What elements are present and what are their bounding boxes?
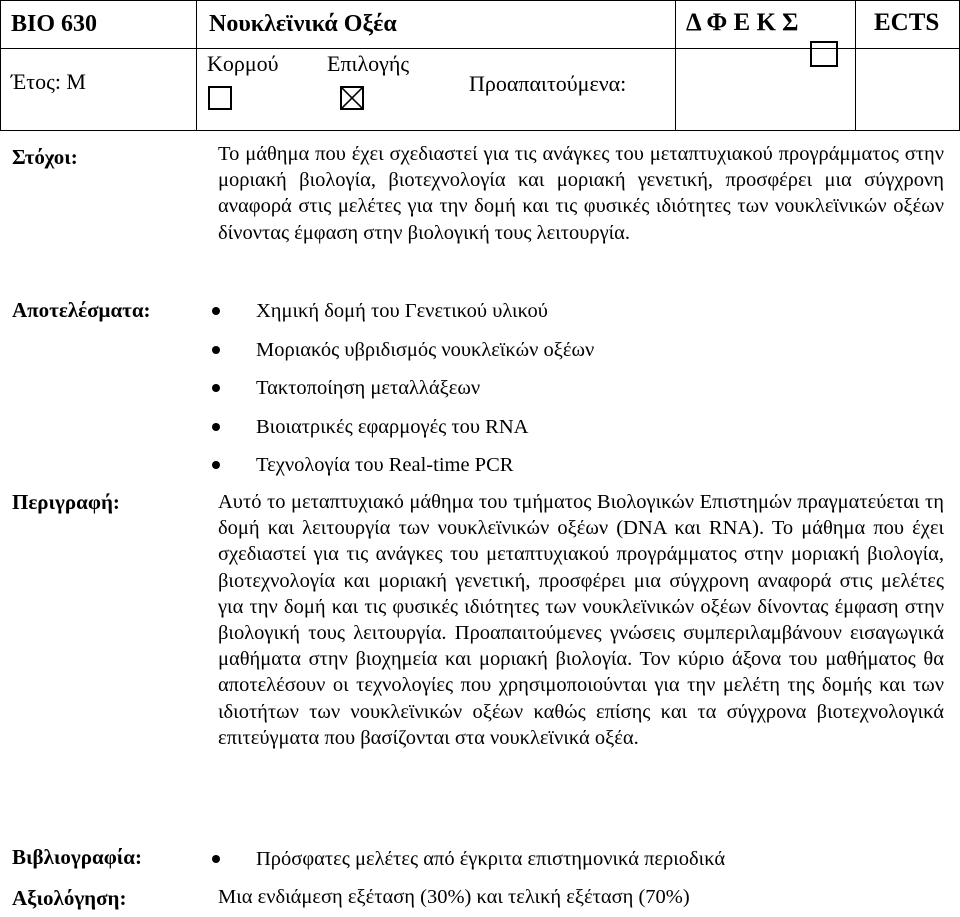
ects-cell xyxy=(856,1,960,49)
ects-label: ECTS xyxy=(874,9,940,36)
description-text: Αυτό το μεταπτυχιακό μάθημα του τμήματος Βιολογικών Επιστημών πραγματεύεται τη δομή και λειτουργία των νουκλεϊνικών οξέων (DNA και RNA). Το μάθημα που έχει σχεδιαστεί για τις ανάγκες του μεταπτυχιακού προγράμματος στην μοριακή βιολογία, βιοτεχνολογία και μοριακή γενετική, προσφέρει μια σύγχρονη αναφορά στις μελέτες για την δομή και τις φυσικές ιδιότητες των νουκλεϊνικών οξέων δίνοντας έμφαση στην βιολογική τους λειτουργία. Προαπαιτούμενες γνώσεις συμπεριλαμβάνουν εισαγωγικά μαθήματα στην βιοχημεία και μοριακή βιολογία. Τον κύριο άξονα του μαθήματος θα αποτελέσουν οι τεχνολογίες που χρησιμοποιούνται για την μελέτη της δομής και των ιδιοτήτων των νουκλεϊνικών οξέων καθώς επίσης και τα σύγχρονα βιοτεχνολογικά επιτεύγματα που βασίζονται στα νουκλεϊνικά οξέα. xyxy=(218,491,944,749)
bullet-icon xyxy=(212,855,220,863)
bullet-icon xyxy=(212,423,220,431)
course-title: Νουκλεϊνικά Οξέα xyxy=(209,11,397,37)
bibliography-list xyxy=(212,846,725,885)
list-item: Βιοιατρικές εφαρμογές του RNA xyxy=(212,414,594,453)
elective-checkbox[interactable] xyxy=(340,86,364,110)
list-item: Τεχνολογία του Real-time PCR xyxy=(212,452,594,491)
bullet-icon xyxy=(212,461,220,469)
elective-label: Επιλογής xyxy=(327,51,410,76)
course-code-cell xyxy=(1,1,197,49)
core-label: Κορμού xyxy=(207,51,279,76)
goals-text: Το μάθημα που έχει σχεδιαστεί για τις ανάγκες του μεταπτυχιακού προγράμματος στην μοριακή βιολογία, βιοτεχνολογία και μοριακή γενετική, προσφέρει μια σύγχρονη αναφορά στις μελέτες για την δομή και τις φυσικές ιδιότητες των νουκλεϊνικών οξέων δίνοντας έμφαση στην βιολογική τους λειτουργία. xyxy=(218,143,944,244)
bibliography-label: Βιβλιογραφία: xyxy=(12,845,143,869)
assessment-text: Μια ενδιάμεση εξέταση (30%) και τελική εξέταση (70%) xyxy=(218,886,690,908)
course-type-letters: Δ Φ Ε Κ Σ xyxy=(686,9,799,36)
list-item: Χημική δομή του Γενετικού υλικού xyxy=(212,298,594,337)
bullet-icon xyxy=(212,307,220,315)
course-category-cell xyxy=(197,49,676,131)
list-item: Πρόσφατες μελέτες από έγκριτα επιστημονικά περιοδικά xyxy=(212,846,725,885)
checkmark-x-icon xyxy=(342,88,362,108)
list-item: Τακτοποίηση μεταλλάξεων xyxy=(212,375,594,414)
course-header-table xyxy=(0,0,960,131)
year-cell xyxy=(1,49,197,131)
ects-value-cell xyxy=(856,49,960,131)
course-code: BIO 630 xyxy=(11,11,98,37)
type-box-cell xyxy=(676,49,856,131)
description-label: Περιγραφή: xyxy=(12,490,120,514)
goals-label: Στόχοι: xyxy=(12,145,78,169)
course-title-cell xyxy=(197,1,676,49)
outcomes-list xyxy=(212,298,594,491)
year-label: Έτος: Μ xyxy=(11,69,86,94)
assessment-label: Αξιολόγηση: xyxy=(12,886,127,910)
prerequisites-label: Προαπαιτούμενα: xyxy=(469,71,627,96)
type-checkbox[interactable] xyxy=(810,41,838,67)
core-checkbox[interactable] xyxy=(208,86,232,110)
bullet-icon xyxy=(212,346,220,354)
list-item: Μοριακός υβριδισμός νουκλεϊκών οξέων xyxy=(212,337,594,376)
bullet-icon xyxy=(212,384,220,392)
outcomes-label: Αποτελέσματα: xyxy=(12,298,151,322)
